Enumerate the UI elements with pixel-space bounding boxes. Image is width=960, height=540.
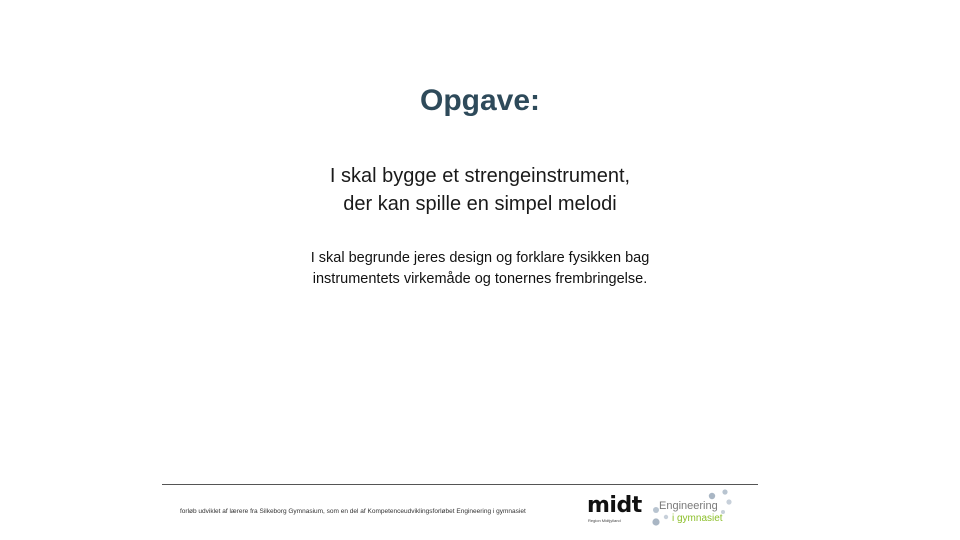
engineering-logo xyxy=(652,486,748,530)
slide-title: Opgave: xyxy=(419,84,541,117)
task-line-1: I skal bygge et strengeinstrument, xyxy=(329,165,631,187)
task-line-2: der kan spille en simpel melodi xyxy=(343,193,617,215)
midt-logo-tagline: Region Midtjylland xyxy=(588,518,621,523)
task-statement xyxy=(0,162,960,218)
footer-credit: forløb udviklet af lærere fra Silkeborg Gymnasium, som en del af Kompetenceudviklingsforløbet Engineering i gymnasiet xyxy=(180,508,526,515)
task-details-line-1: I skal begrunde jeres design og forklare fysikken bag xyxy=(310,250,650,266)
engineering-logo-line2: i gymnasiet xyxy=(672,513,723,524)
midt-logo xyxy=(587,493,647,527)
footer-divider xyxy=(162,484,758,485)
task-details xyxy=(0,248,960,290)
task-details-line-2: instrumentets virkemåde og tonernes frembringelse. xyxy=(312,271,648,287)
midt-logo-word: midt xyxy=(587,493,642,518)
engineering-logo-line1: Engineering xyxy=(659,500,718,512)
